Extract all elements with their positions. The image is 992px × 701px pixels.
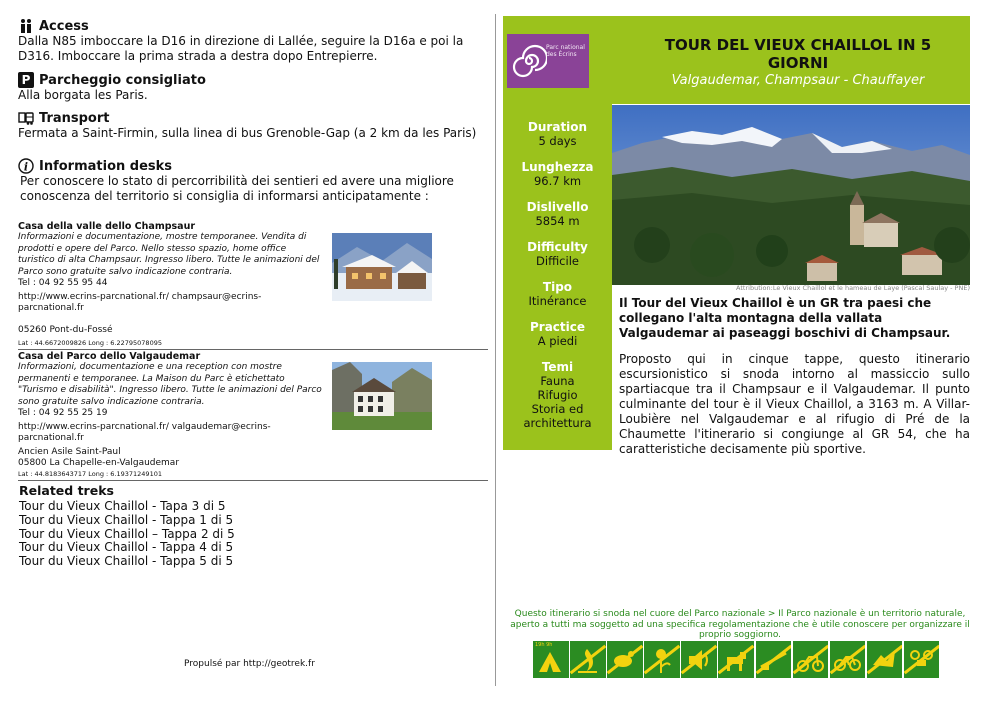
no-disturbing-animals-icon [867,641,903,678]
spiral-logo-icon [511,43,547,79]
trek-intro: Il Tour del Vieux Chaillol è un GR tra paesi che collegano l'alta montagna della vallata Valgaudemar ai paseaggi boschivi di Champsaur. [619,296,951,340]
no-camping-icon [533,641,569,678]
info-value: Fauna Rifugio Storia ed architettura [523,374,592,430]
related-treks [19,483,235,569]
info-duration [503,120,612,148]
trek-subtitle: Valgaudemar, Champsaur - Chauffayer [671,73,925,88]
trek-main-photo [612,105,970,285]
no-noise-icon [681,641,717,678]
info-value: 5 days [538,134,577,148]
no-hunting-icon [756,641,792,678]
info-label: Tipo [542,280,573,294]
related-trek-link[interactable]: Tour du Vieux Chaillol – Tappa 2 di 5 [19,526,235,541]
desk-address-line2: 05800 La Chapelle-en-Valgaudemar [18,458,180,468]
desk-web[interactable]: http://www.ecrins-parcnational.fr/ valgaudemar@ecrins-parcnational.fr [18,421,271,443]
mountain-landscape-image [612,105,970,285]
related-trek-link[interactable]: Tour du Vieux Chaillol - Tapa 3 di 5 [19,499,226,513]
info-value: A piedi [537,334,578,348]
related-trek-link[interactable]: Tour du Vieux Chaillol - Tappa 1 di 5 [19,512,234,527]
parking-section [18,72,488,103]
trek-header [503,16,970,104]
champsaur-house-photo [332,233,432,301]
info-practice [503,320,612,348]
transport-text: Fermata a Saint-Firmin, sulla linea di bus Grenoble-Gap (a 2 km da les Paris) [18,126,477,140]
related-trek-link[interactable]: Tour du Vieux Chaillol - Tappa 4 di 5 [19,540,234,555]
desk-description: Informazioni, documentazione e una reception con mostre permanenti e temporanee. La Maison du Parc è etichettato "Turismo e disabilità". Ingresso libero. Tutte le animazioni del Parco sono gratuite salvo indicazione contraria. [18,362,322,407]
info-value: 96.7 km [533,174,582,188]
info-length [503,160,612,188]
valgaudemar-house-photo [332,362,432,430]
info-difficulty [503,240,612,268]
desk-address: 05260 Pont-du-Fossé [18,324,113,335]
info-label: Lunghezza [521,160,594,174]
info-label: Practice [529,320,586,334]
parking-text: Alla borgata les Paris. [18,88,148,102]
logo-line1: Parc national [546,44,585,51]
info-value: 5854 m [535,214,580,228]
photo-attribution: Attribution:Le Vieux Chaillol et le hameau de Laye (Pascal Saulay - PNE) [736,284,970,292]
svg-text:i: i [23,160,29,174]
info-elevation [503,200,612,228]
info-label: Difficulty [527,240,588,254]
camping-hours-label: 19h 9h [535,642,553,648]
logo-line2: des Écrins [546,51,577,58]
info-desk-valgaudemar [18,350,488,481]
desk-coordinates: Lat : 44.8183643717 Long : 6.19371249101 [18,469,162,478]
info-desks-text: Per conoscere lo stato di percorribilità dei sentieri ed avere una migliore conoscenza del territorio si consiglia di informarsi anticipatamente : [20,174,454,203]
desk-tel: Tel : 04 92 55 25 19 [18,408,108,418]
hiker-icon [18,18,34,34]
access-section [18,18,488,64]
desk-coordinates: Lat : 44.6672009826 Long : 6.22795078095 [18,339,162,347]
powered-by-footer: Propulsé par http://geotrek.fr [184,659,315,669]
parking-title: Parcheggio consigliato [39,72,206,88]
info-desk-champsaur [18,221,488,350]
related-trek-link[interactable]: Tour du Vieux Chaillol - Tappa 5 di 5 [19,554,234,569]
access-text: Dalla N85 imboccare la D16 in direzione di Lallée, seguire la D16a e poi la D316. Imboccare la prima strada a destra dopo Entrepierre. [18,34,464,63]
parking-icon: P [18,72,34,88]
desk-name: Casa della valle dello Champsaur [18,221,196,232]
info-value: Itinérance [528,294,587,308]
info-label: Temi [541,360,574,374]
info-icon [18,158,34,174]
transport-title: Transport [39,110,110,126]
info-value: Difficile [536,254,579,268]
no-drones-icon [904,641,940,678]
desk-tel: Tel : 04 92 55 95 44 [18,278,108,288]
left-column [18,18,488,481]
desk-description: Informazioni e documentazione, mostre temporanee. Vendita di prodotti e opere del Parco. Nello stesso spazio, home office turistico di alta Champsaur. Ingresso libero. Tutte le animazioni del Parco sono gratuite salvo indicazione contraria. [18,232,320,277]
no-motor-vehicles-icon [793,641,829,678]
info-desks-title: Information desks [39,158,173,174]
info-desks-section [18,158,488,481]
regulation-pictograms [533,641,939,678]
no-bikes-icon [830,641,866,678]
trek-description: Proposto qui in cinque tappe, questo itinerario escursionistico si snoda intorno al massiccio sullo spartiacque tra il Champsaur e il Valgaudemar. Il punto culminante del tour è il Vieux Chaillol, a 3163 m. A Villar-Loubière nel Valgaudemar e al rifugio di Pré de la Chaumette l'itinerario si congiunge al GR 54, che ha caratteristiche decisamente più sportive. [619,352,970,456]
access-title: Access [39,18,89,34]
park-logo [507,34,589,88]
trek-info-sidebar [503,104,612,450]
info-label: Dislivello [526,200,589,214]
column-divider [495,14,496,686]
related-treks-title: Related treks [19,483,114,498]
info-themes [503,360,612,430]
info-type [503,280,612,308]
desk-address-line1: Ancien Asile Saint-Paul [18,446,121,457]
desk-web[interactable]: http://www.ecrins-parcnational.fr/ champsaur@ecrins-parcnational.fr [18,291,262,313]
trek-title: TOUR DEL VIEUX CHAILLOL IN 5 GIORNI [664,36,932,72]
desk-name: Casa del Parco dello Valgaudemar [18,351,201,362]
info-label: Duration [527,120,588,134]
park-regulation-note: Questo itinerario si snoda nel cuore del Parco nazionale > Il Parco nazionale è un territorio naturale, aperto a tutti ma soggetto ad una specifica regolamentazione che è utile conoscere per organizzare il proprio soggiorno. [510,609,970,640]
no-fire-icon [570,641,606,678]
no-picking-icon [607,641,643,678]
bus-icon [18,110,34,126]
no-flower-picking-icon [644,641,680,678]
transport-section [18,110,488,141]
no-dogs-icon [718,641,754,678]
